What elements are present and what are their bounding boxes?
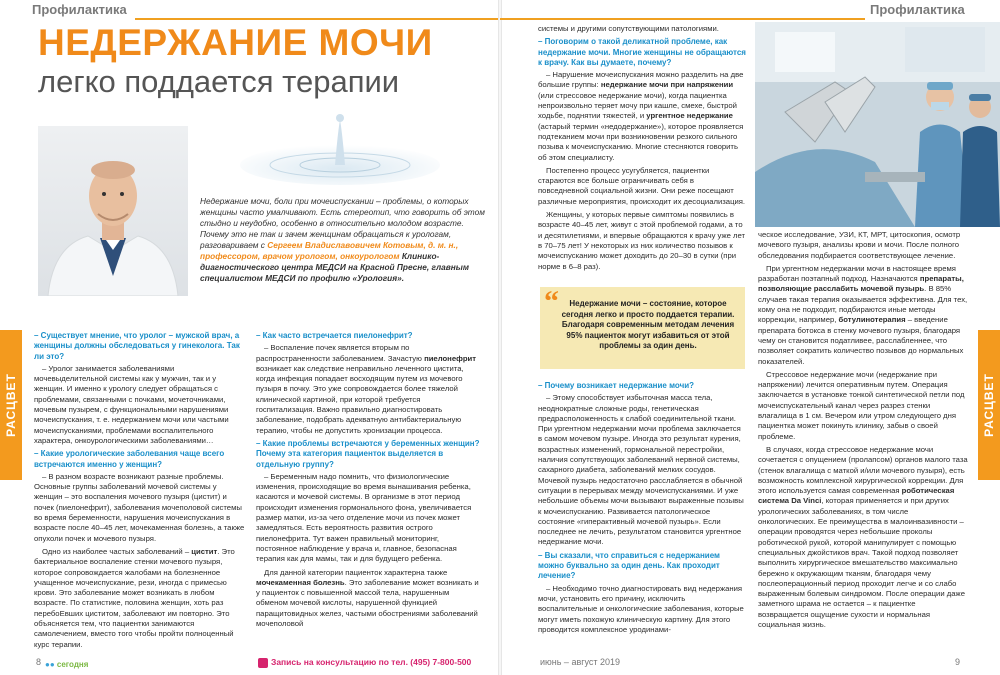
- question: – Почему возникает недержание мочи?: [538, 381, 695, 390]
- logo-dots-icon: ●●: [45, 660, 55, 669]
- right-column-2: [758, 230, 968, 633]
- paragraph: При ургентном недержании мочи в настоящее время разработан поэтапный подход. Назначаются препараты, позволяющие расслабить мочевой пузырь. В 85% случаев такая терапия оказывается эффективна. Для тех, кому она не подходит, подбираются иные методы коррекции, например, ботулинотерапия – введение препарата ботокса в стенку мочевого пузыря, благодаря чему он становится податливее, расслабленнее, что позволяет сократить количество позывов до нормальных показателей.: [758, 263, 968, 366]
- question: – Как часто встречается пиелонефрит?: [256, 331, 413, 340]
- paragraph: Постепенно процесс усугубляется, пациентки стараются все больше ограничивать себя в повседневной социальной жизни. Они реже посещают различные мероприятия, происходит их десоциализация.: [538, 165, 746, 206]
- article-intro: [200, 196, 490, 284]
- section-tab: РАСЦВЕТ: [0, 330, 22, 480]
- paragraph: В случаях, когда стрессовое недержание мочи сочетается с опущением (пролапсом) органов малого таза (стенок влагалища с маткой и/или мочевого пузыря), есть возможность комплексной хирургической коррекции. Для этого используется самая современная роботическая система Da Vinci, которая применяется и при других урологических заболеваниях, в том числе онкологических. Ее преимущества в малоинвазивности – операции проводятся через небольшие проколы роботической рукой, которой манипулирует с помощью специальных джойстиков врач. Такой подход позволяет выполнить хирургическое вмешательство максимально бережно к окружающим тканям, благодаря чему послеоперационный период проходит легче и со слабо выраженным болевым синдромом. После операции даже заметного шрама не остается – к пациентке возвращается ощущение сухости и нормальная социальная жизнь.: [758, 444, 968, 629]
- section-tab: РАСЦВЕТ: [978, 330, 1000, 480]
- intro-text: Недержание мочи, боли при мочеиспускании – проблемы, о которых женщины часто умалчивают. Есть стереотип, что говорить об этом стыдно и неудобно, особенно в относительно молодом возрасте. Почему это не так и зачем женщинам обращаться к урологам, разговариваем с: [200, 196, 485, 250]
- page-number-left: 8: [36, 657, 42, 667]
- water-drop-image: [235, 110, 445, 190]
- right-column-1: [538, 24, 746, 275]
- paragraph: Женщины, у которых первые симптомы появились в возрасте 40–45 лет, живут с этой проблемой годами, а то и десятилетиями, и впервые обращаются к врачу уже лет в 70–75 лет! У некоторых из них количество позывов к мочеиспусканию может доходить до 20–30 в сутки (при норме в 6–8 раз).: [538, 210, 746, 271]
- article-title: НЕДЕРЖАНИЕ МОЧИ: [38, 22, 433, 63]
- left-column-2: [256, 328, 480, 632]
- magazine-logo: ●● сегодня: [45, 660, 89, 669]
- paragraph: – Беременным надо помнить, что физиологические изменения, происходящие во время вынашивания ребенка, касаются и мочевой системы. В организме в этот период происходит изменения гормонального фона, увеличивается размер матки, из-за чего отделение мочи из почек может замедляться. Есть вероятность развития острого пиелонефрита. Тут важен правильный мониторинг, постоянное наблюдение у врача и, главное, безопасная терапия как для мамы, так и для будущего ребенка.: [256, 471, 472, 564]
- header-rule: [135, 18, 500, 20]
- page-number-right: 9: [955, 657, 961, 667]
- paragraph: системы и другими сопутствующими патологиями.: [538, 24, 719, 33]
- appointment-phone: Запись на консультацию по тел. (495) 7-800-500: [258, 657, 471, 668]
- paragraph: – В разном возрасте возникают разные проблемы. Основные группы заболеваний мочевой системы у женщин – это воспаления мочевого пузыря (цистит) и почек (пиелонефрит), заболевания мочеполовой системы во время беременности, нарушения мочеиспускания в возрасте после 40–45 лет, мочекаменная болезнь, а также опухоли почек и мочевого пузыря.: [34, 471, 245, 543]
- pull-quote: [540, 287, 745, 369]
- paragraph: – Необходимо точно диагностировать вид недержания мочи, установить его причину, исключить воспалительные и онкологические заболевания, которые могут иметь похожую клиническую картину. Для этого проводится комплексное уродинами-: [538, 583, 744, 634]
- left-column-1: [34, 328, 246, 653]
- right-page: [500, 0, 1000, 675]
- question: – Поговорим о такой деликатной проблеме, как недержание мочи. Многие женщины не обращаются к врачу. Как вы думаете, почему?: [538, 37, 746, 67]
- paragraph: – Уролог занимается заболеваниями мочевыделительной системы как у мужчин, так и у женщин. И именно к урологу следует обращаться с проблемами, связанными с почками, мочеточниками, мочевым пузырем, с функциональными нарушениями мочеиспускания, т. е. недержанием мочи или частыми мочеиспусканиями, проблемами воспалительного характера, онкоурологическими заболеваниями…: [34, 363, 229, 445]
- interviewee-name: Сергеем Владиславовичем Котовым, д. м. н., профессором, врачом урологом, онкоурологом: [200, 240, 459, 261]
- question: – Вы сказали, что справиться с недержанием можно буквально за один день. Как проходит лечение?: [538, 550, 720, 581]
- section-label: Профилактика: [870, 2, 965, 17]
- section-label: Профилактика: [32, 2, 127, 17]
- paragraph: Одно из наиболее частых заболеваний – цистит. Это бактериальное воспаление стенки мочевого пузыря, которое сопровождается жалобами на болезненное учащенное мочеиспускание, рези, иногда с примесью крови. Это заболевание может возникать в любом возрасте. По статистике, половина женщин, хоть раз перебоEвших циститом, заболевают им повторно. Это объясняется тем, что пациентки занимаются самолечением, вместо того чтобы пройти полноценный курс терапии.: [34, 546, 235, 649]
- phone-icon: [258, 658, 268, 668]
- right-column-1-lower: [538, 378, 746, 638]
- article-subtitle: легко поддается терапии: [38, 64, 400, 99]
- quote-mark-icon: “: [544, 285, 559, 318]
- question: – Существует мнение, что уролог – мужской врач, а женщины должны обследоваться у гинеколога. Так ли это?: [34, 331, 240, 361]
- paragraph: – Этому способствует избыточная масса тела, неоднократные сложные роды, генетическая предрасположенность к слабой соединительной ткани. При ургентном недержании мочи проблема заключается в самом мочевом пузыре. Иногда это результат курения, возрастных изменений, гормональной перестройки, наличия сопутствующих заболеваний нервной системы, сахарного диабета, заболеваний мелких сосудов. Мочевой пузырь недостаточно расслабляется в обычной ситуации в перерывах между мочеиспусканиями. И уже небольшие объемы мочи вызывают выраженные позывы к мочеиспусканию. Развивается патологическое состояние «гиперактивный мочевой пузырь». Если последнее не лечить, результатом становится ургентное недержание мочи.: [538, 393, 744, 547]
- paragraph: Для данной категории пациенток характерна также мочекаменная болезнь. Это заболевание может возникать и у пациенток с повышенной массой тела, нарушенным обменом мочевой кислоты, нарушенной функцией паращитовидных желез, частыми обострениями заболеваний мочеполовой: [256, 567, 479, 629]
- paragraph: Стрессовое недержание мочи (недержание при напряжении) лечится оперативным путем. Операция заключается в установке тонкой синтетической петли под мочеиспускательный канал через разрез стенки влагалища в 1 см. Вечером или утром следующего дня пациентка может покинуть клинику, забыв о своей проблеме.: [758, 369, 965, 441]
- issue-date: июнь – август 2019: [540, 657, 621, 667]
- intro-affiliation: Клинико-диагностического центра МЕДСИ на Красной Пресне, главным специалистом МЕДСИ по профилю «Урология».: [200, 251, 469, 283]
- question: – Какие проблемы встречаются у беременных женщин? Почему эта категория пациенток выделяется в отдельную группу?: [256, 438, 480, 469]
- paragraph: ческое исследование, УЗИ, КТ, МРТ, цитоскопия, осмотр мочевого пузыря, анализы крови и мочи. После полного обследования подбирается соответствующее лечение.: [758, 230, 961, 260]
- doctor-portrait: [38, 126, 188, 296]
- paragraph: – Нарушение мочеиспускания можно разделить на две большие группы: недержание мочи при напряжении (или стрессовое недержание мочи), когда пациентка непроизвольно теряет мочу при кашле, смехе, быстрой ходьбе, поднятии тяжестей, и ургентное недержание (астарый термин «недодержание»), которое проявляется подтеканием мочи при возникновении резкого сильного позыва к мочеиспусканию. Многие стесняются говорить об этом специалисту.: [538, 70, 744, 162]
- question: – Какие урологические заболевания чаще всего встречаются именно у женщин?: [34, 449, 225, 469]
- paragraph: – Воспаление почек является вторым по распространенности заболеванием. Зачастую пиелонефрит возникает как следствие неправильно леченного цистита, когда инфекция попадает восходящим путем из мочевого пузыря в почку. Это уже сопровождается более тяжелой клинической картиной, при которой требуется госпитализация. Важно правильно диагностировать заболевание, подобрать адекватную антибактериальную терапию, чтобы не допустить хронизации процесса.: [256, 343, 477, 435]
- pull-quote-text: Недержание мочи – состояние, которое сегодня легко и просто поддается терапии. Благодаря современным методам лечения 95% пациенток могут избавиться от этой проблемы за один день.: [561, 299, 735, 350]
- header-rule: [500, 18, 865, 20]
- surgery-photo: [755, 22, 1000, 227]
